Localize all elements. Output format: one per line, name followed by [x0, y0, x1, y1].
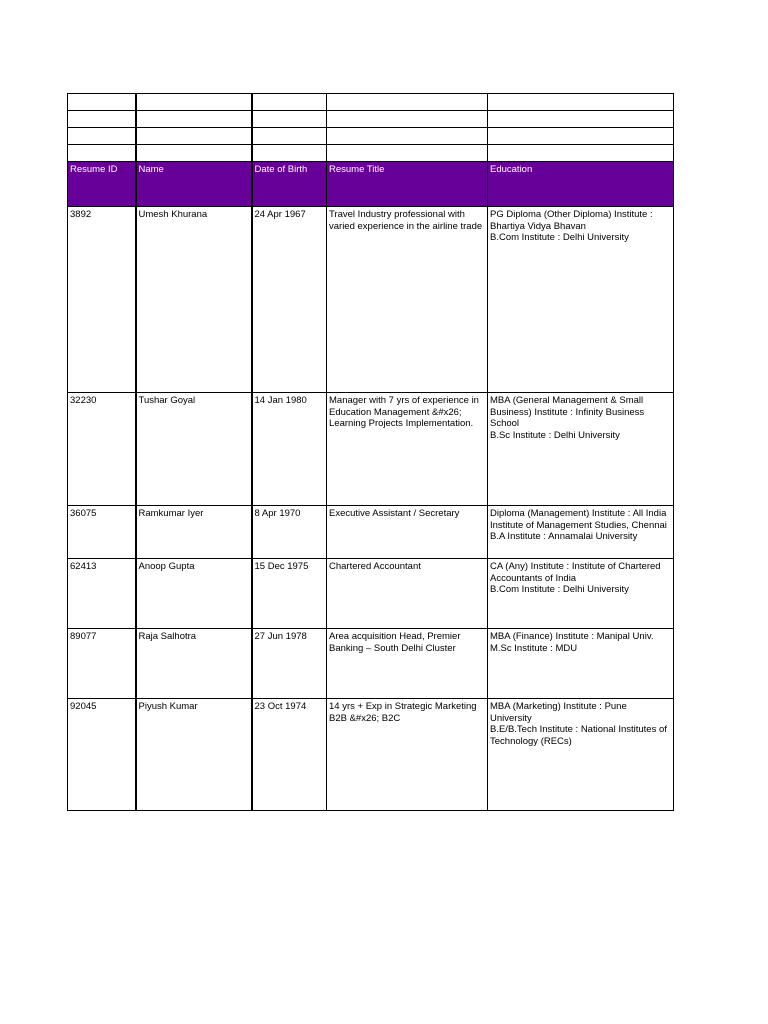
blank-cell	[68, 145, 136, 162]
dob-cell: 15 Dec 1975	[252, 559, 327, 629]
education-line: Diploma (Management) Institute : All India Institute of Management Studies, Chennai	[490, 508, 667, 531]
column-header: Resume ID	[68, 162, 136, 207]
name-cell: Piyush Kumar	[136, 699, 252, 811]
name-cell: Raja Salhotra	[136, 629, 252, 699]
table-row	[68, 559, 674, 629]
blank-row	[68, 94, 674, 111]
blank-row	[68, 128, 674, 145]
education-cell	[488, 629, 674, 699]
dob-cell: 14 Jan 1980	[252, 393, 327, 506]
education-line: B.Sc Institute : Delhi University	[490, 429, 620, 441]
education-line: M.Sc Institute : MDU	[490, 642, 578, 654]
blank-cell	[488, 128, 674, 145]
resume-id-cell: 89077	[68, 629, 136, 699]
dob-cell: 23 Oct 1974	[252, 699, 327, 811]
blank-cell	[252, 111, 327, 128]
table-row	[68, 506, 674, 559]
blank-cell	[327, 128, 488, 145]
table-row	[68, 207, 674, 393]
blank-cell	[488, 145, 674, 162]
blank-cell	[68, 94, 136, 111]
education-line: CA (Any) Institute : Institute of Chartered Accountants of India	[490, 561, 661, 584]
blank-cell	[252, 145, 327, 162]
education-line: MBA (General Management & Small Business) Institute : Infinity Business School	[490, 395, 645, 429]
education-cell	[488, 393, 674, 506]
blank-cell	[68, 111, 136, 128]
column-header: Education	[488, 162, 674, 207]
resume-title-cell: Chartered Accountant	[327, 559, 488, 629]
blank-cell	[252, 128, 327, 145]
education-line: B.Com Institute : Delhi University	[490, 232, 629, 243]
column-header: Date of Birth	[252, 162, 327, 207]
name-cell: Anoop Gupta	[136, 559, 252, 629]
name-cell: Umesh Khurana	[136, 207, 252, 393]
resume-title-cell: Manager with 7 yrs of experience in Education Management &#x26; Learning Projects Implementation.	[327, 393, 488, 506]
table-row	[68, 393, 674, 506]
resume-title-cell: Area acquisition Head, Premier Banking – South Delhi Cluster	[327, 629, 488, 699]
blank-cell	[136, 128, 252, 145]
blank-cell	[136, 94, 252, 111]
education-line: B.Com Institute : Delhi University	[490, 584, 629, 595]
table-row	[68, 699, 674, 811]
resume-title-cell: 14 yrs + Exp in Strategic Marketing B2B &#x26; B2C	[327, 699, 488, 811]
education-line: MBA (Finance) Institute : Manipal Univ.	[490, 631, 654, 642]
education-cell	[488, 699, 674, 811]
education-cell	[488, 506, 674, 559]
blank-cell	[68, 128, 136, 145]
education-line: B.E/B.Tech Institute : National Institutes of Technology (RECs)	[490, 724, 667, 747]
resume-title-cell: Travel Industry professional with varied experience in the airline trade	[327, 207, 488, 393]
blank-cell	[327, 145, 488, 162]
blank-cell	[252, 94, 327, 111]
resume-id-cell: 36075	[68, 506, 136, 559]
education-line: PG Diploma (Other Diploma) Institute : Bhartiya Vidya Bhavan	[490, 209, 653, 232]
name-cell: Tushar Goyal	[136, 393, 252, 506]
dob-cell: 8 Apr 1970	[252, 506, 327, 559]
resume-id-cell: 32230	[68, 393, 136, 506]
resume-id-cell: 62413	[68, 559, 136, 629]
blank-cell	[136, 111, 252, 128]
blank-row	[68, 111, 674, 128]
education-line: B.A Institute : Annamalai University	[490, 531, 638, 542]
resume-title-cell: Executive Assistant / Secretary	[327, 506, 488, 559]
header-row	[68, 162, 674, 207]
dob-cell: 24 Apr 1967	[252, 207, 327, 393]
blank-cell	[327, 111, 488, 128]
column-header: Resume Title	[327, 162, 488, 207]
dob-cell: 27 Jun 1978	[252, 629, 327, 699]
education-cell	[488, 207, 674, 393]
blank-cell	[488, 111, 674, 128]
column-header: Name	[136, 162, 252, 207]
table-row	[68, 629, 674, 699]
education-line: MBA (Marketing) Institute : Pune University	[490, 701, 627, 724]
resume-id-cell: 92045	[68, 699, 136, 811]
blank-cell	[136, 145, 252, 162]
resume-table	[67, 93, 674, 811]
name-cell: Ramkumar Iyer	[136, 506, 252, 559]
resume-id-cell: 3892	[68, 207, 136, 393]
blank-cell	[488, 94, 674, 111]
blank-cell	[327, 94, 488, 111]
education-cell	[488, 559, 674, 629]
blank-row	[68, 145, 674, 162]
